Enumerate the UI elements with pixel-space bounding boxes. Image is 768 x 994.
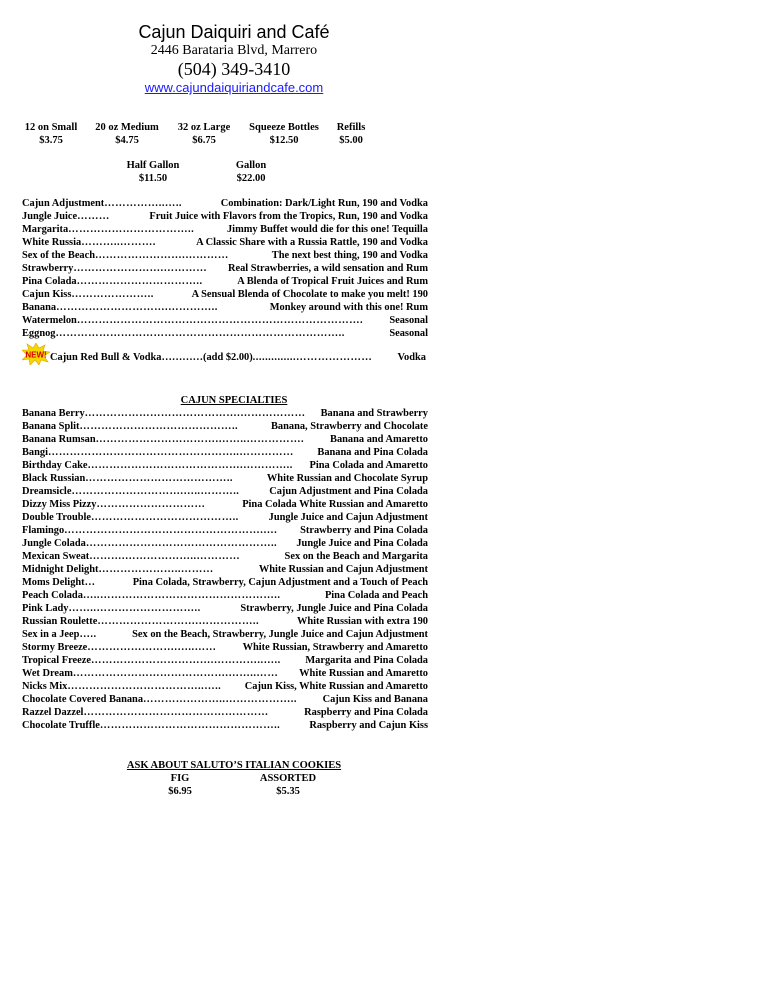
item-name: Dreamsicle <box>22 486 72 497</box>
new-starburst-icon <box>22 343 50 365</box>
item-leader: …………………………………….……..…… <box>72 668 279 679</box>
size-price: $4.75 <box>115 135 139 146</box>
menu-item <box>22 654 428 667</box>
size-label: Half Gallon <box>126 160 180 171</box>
item-description: Strawberry and Pina Colada <box>300 525 428 536</box>
specialties-list <box>22 407 428 732</box>
item-description: A Sensual Blenda of Chocolate to make you melt! 190 <box>191 289 428 300</box>
menu-item <box>22 719 428 732</box>
item-leader: ……..……………………….. <box>68 603 201 614</box>
item-description: White Russian and Chocolate Syrup <box>266 473 428 484</box>
item-leader: ………………………………………….. <box>99 720 281 731</box>
item-description: Real Strawberries, a wild sensation and Rum <box>227 263 428 274</box>
item-leader: ……………………………………………….…. <box>64 525 278 536</box>
item-name: Strawberry <box>22 263 74 274</box>
menu-item <box>22 615 428 628</box>
item-description: Raspberry and Pina Colada <box>304 707 428 718</box>
item-leader: …………………………………….. <box>79 421 239 432</box>
daiquiri-list <box>22 197 428 340</box>
item-name: Banana <box>22 302 57 313</box>
item-name: Jungle Colada <box>22 538 86 549</box>
specialties-title: CAJUN SPECIALTIES <box>180 395 288 406</box>
item-leader: ………………………….…..……….. <box>71 486 240 497</box>
website-line <box>0 80 468 95</box>
item-name: Dizzy Miss Pizzy <box>22 499 97 510</box>
item-leader: ………………….. <box>71 289 154 300</box>
menu-item <box>22 641 428 654</box>
item-leader: …………………………….. <box>68 224 195 235</box>
item-leader: …..………………………………………….. <box>82 590 281 601</box>
menu-item <box>22 433 428 446</box>
item-description: White Russian and Amaretto <box>299 668 428 679</box>
size-label: Gallon <box>235 160 267 171</box>
item-name: Jungle Juice <box>22 211 78 222</box>
item-leader: ………………………………….. <box>85 473 234 484</box>
item-name: Mexican Sweat <box>22 551 90 562</box>
new-item-row <box>22 343 428 365</box>
item-name: Pink Lady <box>22 603 69 614</box>
item-description: Vodka <box>397 352 426 363</box>
menu-item <box>22 262 428 275</box>
item-name: Sex in a Jeep <box>22 629 80 640</box>
item-description: White Russian and Cajun Adjustment <box>258 564 428 575</box>
item-description: Sex on the Beach and Margarita <box>284 551 428 562</box>
menu-item <box>22 563 428 576</box>
item-description: Sex on the Beach, Strawberry, Jungle Juice and Cajun Adjustment <box>132 629 428 640</box>
size-label: 20 oz Medium <box>95 122 159 133</box>
menu-item <box>22 589 428 602</box>
item-name: Double Trouble <box>22 512 91 523</box>
menu-item <box>22 485 428 498</box>
item-leader: ………… <box>161 352 204 363</box>
item-description: Cajun Adjustment and Pina Colada <box>269 486 428 497</box>
item-leader: …………………………………….………….. <box>87 460 293 471</box>
menu-item <box>22 511 428 524</box>
item-description: Strawberry, Jungle Juice and Pina Colada <box>240 603 428 614</box>
item-name: Cajun Red Bull & Vodka <box>50 352 162 363</box>
item-leader: ……………………….…………….. <box>97 616 260 627</box>
menu-item <box>22 314 428 327</box>
item-name: Watermelon <box>22 315 77 326</box>
item-leader: …………………………………….……………… <box>84 408 306 419</box>
item-description: Banana, Strawberry and Chocolate <box>270 421 428 432</box>
size-large <box>172 121 236 147</box>
menu-item <box>22 602 428 615</box>
size-label: 32 oz Large <box>177 122 231 133</box>
new-badge-label: NEW! <box>25 350 47 360</box>
size-price: $12.50 <box>269 135 299 146</box>
item-leader: …………………………………………………………………….. <box>55 328 345 339</box>
cookie-assorted <box>250 772 326 798</box>
cookie-price: $5.35 <box>276 786 300 797</box>
item-name: Flamingo <box>22 525 65 536</box>
item-leader: ………………………………….. <box>91 512 239 523</box>
item-name: Banana Rumsan <box>22 434 96 445</box>
item-description: Cajun Kiss and Banana <box>322 694 428 705</box>
item-name: Margarita <box>22 224 69 235</box>
cookie-label: FIG <box>170 773 190 784</box>
item-name: Pina Colada <box>22 276 77 287</box>
menu-item <box>22 223 428 236</box>
size-label: Squeeze Bottles <box>249 122 319 133</box>
restaurant-name: Cajun Daiquiri and Café <box>138 22 330 42</box>
menu-item <box>22 628 428 641</box>
cookie-label: ASSORTED <box>259 773 317 784</box>
menu-item <box>22 446 428 459</box>
restaurant-phone: (504) 349-3410 <box>177 59 291 79</box>
menu-item <box>22 537 428 550</box>
item-leader: ………..………. <box>81 237 156 248</box>
item-leader: ……………………………………………………………………. <box>76 315 364 326</box>
item-name: Chocolate Truffle <box>22 720 100 731</box>
item-name: Cajun Adjustment <box>22 198 105 209</box>
website-link[interactable]: www.cajundaiquiriandcafe.com <box>144 80 324 95</box>
item-leader: …………………….…..…… <box>87 642 217 653</box>
item-name: Bangi <box>22 447 48 458</box>
item-leader: …………………………………………… <box>83 707 269 718</box>
item-leader: …………………………….. <box>76 276 203 287</box>
item-name: Chocolate Covered Banana <box>22 694 144 705</box>
size-label: Refills <box>336 122 366 133</box>
item-leader: ……….………………..………… <box>89 551 241 562</box>
item-upcharge: (add $2.00) <box>203 352 253 363</box>
item-leader: ……………………………………………..…………… <box>48 447 294 458</box>
item-description: Combination: Dark/Light Run, 190 and Vodka <box>220 198 428 209</box>
item-description: Pina Colada White Russian and Amaretto <box>242 499 428 510</box>
item-name: Razzel Dazzel <box>22 707 84 718</box>
item-description: Banana and Pina Colada <box>317 447 428 458</box>
item-name: Black Russian <box>22 473 86 484</box>
item-name: Cajun Kiss <box>22 289 72 300</box>
menu-item <box>22 236 428 249</box>
item-description: The next best thing, 190 and Vodka <box>271 250 428 261</box>
size-half-gallon <box>118 159 188 185</box>
item-leader: ………………………….………….. <box>56 302 218 313</box>
size-price: $6.75 <box>192 135 216 146</box>
item-leader: ……… <box>77 211 110 222</box>
item-name: Nicks Mix <box>22 681 68 692</box>
item-leader: …………………..……… <box>98 564 214 575</box>
cookies-title: ASK ABOUT SALUTO’S ITALIAN COOKIES <box>126 760 342 771</box>
size-price: $3.75 <box>39 135 63 146</box>
menu-item <box>22 693 428 706</box>
item-leader: …………………………………………….. <box>85 538 278 549</box>
item-name: Midnight Delight <box>22 564 99 575</box>
item-leader: …………………………….…………..….. <box>90 655 281 666</box>
size-medium <box>92 121 162 147</box>
menu-item <box>22 327 428 340</box>
item-description: A Classic Share with a Russia Rattle, 190 and Vodka <box>196 237 428 248</box>
item-description: White Russian with extra 190 <box>296 616 428 627</box>
item-description: Pina Colada, Strawberry, Cajun Adjustment and a Touch of Peach <box>132 577 428 588</box>
item-name: White Russia <box>22 237 82 248</box>
size-label: 12 on Small <box>24 122 78 133</box>
item-description: White Russian, Strawberry and Amaretto <box>242 642 428 653</box>
item-leader: ..............………………… <box>252 352 373 363</box>
menu-item <box>22 288 428 301</box>
cookies-section <box>0 759 468 772</box>
item-description: Banana and Strawberry <box>320 408 428 419</box>
item-name: Tropical Freeze <box>22 655 91 666</box>
item-description: Margarita and Pina Colada <box>305 655 428 666</box>
menu-item <box>22 210 428 223</box>
item-name: Banana Split <box>22 421 80 432</box>
item-name: Russian Roulette <box>22 616 98 627</box>
item-description: Monkey around with this one! Rum <box>269 302 428 313</box>
item-name: Eggnog <box>22 328 56 339</box>
menu-item <box>22 407 428 420</box>
menu-item <box>22 197 428 210</box>
item-name: Peach Colada <box>22 590 83 601</box>
item-name: Banana Berry <box>22 408 85 419</box>
size-squeeze-bottles <box>244 121 324 147</box>
item-description: A Blenda of Tropical Fruit Juices and Rum <box>237 276 428 287</box>
item-name: Stormy Breeze <box>22 642 88 653</box>
cookie-price: $6.95 <box>168 786 192 797</box>
item-leader: …………………..……………….. <box>143 694 297 705</box>
menu-item <box>22 498 428 511</box>
item-leader: …………………….………… <box>73 263 208 274</box>
menu-item <box>22 550 428 563</box>
size-refills <box>333 121 369 147</box>
item-description: Pina Colada and Amaretto <box>309 460 428 471</box>
item-description: Cajun Kiss, White Russian and Amaretto <box>244 681 428 692</box>
item-leader: ……………..….. <box>104 198 183 209</box>
item-leader: … <box>84 577 96 588</box>
item-leader: ………………………… <box>96 499 206 510</box>
item-description: Jungle Juice and Pina Colada <box>296 538 428 549</box>
item-description: Pina Colada and Peach <box>324 590 428 601</box>
menu-item <box>22 459 428 472</box>
item-leader: …………………….………… <box>95 250 229 261</box>
item-leader: …………………………….……..……………. <box>95 434 305 445</box>
menu-item <box>22 472 428 485</box>
item-description: Seasonal <box>389 328 428 339</box>
size-gallon <box>226 159 276 185</box>
item-description: Fruit Juice with Flavors from the Tropics, Run, 190 and Vodka <box>149 211 428 222</box>
item-name: Wet Dream <box>22 668 73 679</box>
menu-item <box>22 249 428 262</box>
menu-item <box>22 706 428 719</box>
menu-item <box>22 576 428 589</box>
menu-item <box>22 301 428 314</box>
menu-item <box>50 351 426 364</box>
size-small <box>22 121 80 147</box>
item-description: Seasonal <box>389 315 428 326</box>
item-name: Sex of the Beach <box>22 250 96 261</box>
size-price: $11.50 <box>138 173 168 184</box>
menu-item <box>22 524 428 537</box>
item-description: Banana and Amaretto <box>330 434 428 445</box>
item-name: Moms Delight <box>22 577 85 588</box>
item-description: Jungle Juice and Cajun Adjustment <box>268 512 428 523</box>
item-description: Raspberry and Cajun Kiss <box>309 720 428 731</box>
item-leader: ………………………………..….. <box>67 681 222 692</box>
size-price: $22.00 <box>236 173 266 184</box>
cookie-fig <box>150 772 210 798</box>
item-description: Jimmy Buffet would die for this one! Tequilla <box>226 224 428 235</box>
menu-item <box>22 680 428 693</box>
restaurant-address: 2446 Barataria Blvd, Marrero <box>150 43 318 58</box>
menu-item <box>22 420 428 433</box>
size-price: $5.00 <box>339 135 363 146</box>
item-name: Birthday Cake <box>22 460 88 471</box>
menu-item <box>22 667 428 680</box>
menu-item <box>22 275 428 288</box>
item-leader: ….. <box>79 629 97 640</box>
